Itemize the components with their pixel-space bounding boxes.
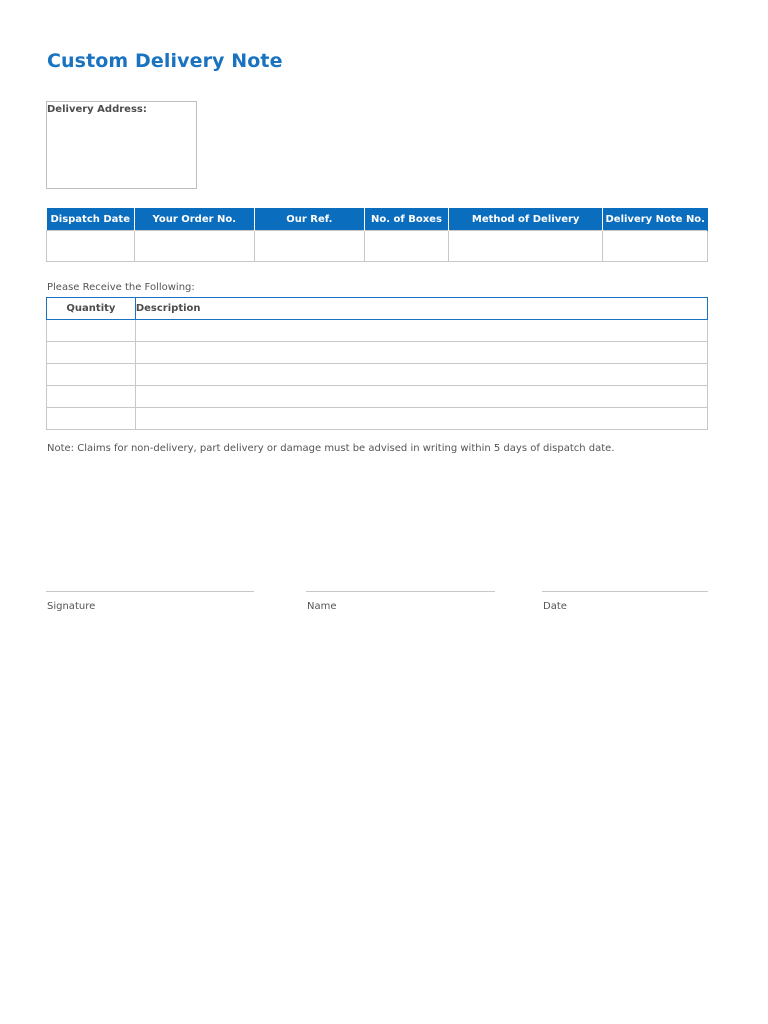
boxes-header: No. of Boxes bbox=[365, 208, 449, 231]
receive-label: Please Receive the Following: bbox=[47, 282, 195, 293]
dispatch-date-header: Dispatch Date bbox=[47, 208, 135, 231]
name-label: Name bbox=[307, 601, 337, 612]
table-row bbox=[47, 364, 708, 386]
quantity-cell[interactable] bbox=[47, 342, 136, 364]
date-line[interactable] bbox=[542, 591, 708, 592]
dispatch-value-row bbox=[47, 231, 708, 262]
delivery-method-cell[interactable] bbox=[448, 231, 603, 262]
quantity-header: Quantity bbox=[47, 298, 136, 320]
description-cell[interactable] bbox=[135, 386, 707, 408]
description-cell[interactable] bbox=[135, 320, 707, 342]
table-row bbox=[47, 342, 708, 364]
order-no-cell[interactable] bbox=[134, 231, 254, 262]
boxes-cell[interactable] bbox=[365, 231, 449, 262]
our-ref-header: Our Ref. bbox=[254, 208, 364, 231]
table-row bbox=[47, 386, 708, 408]
name-line[interactable] bbox=[306, 591, 495, 592]
quantity-cell[interactable] bbox=[47, 408, 136, 430]
order-no-header: Your Order No. bbox=[134, 208, 254, 231]
dispatch-header-row bbox=[47, 208, 708, 231]
quantity-cell[interactable] bbox=[47, 364, 136, 386]
signature-label: Signature bbox=[47, 601, 96, 612]
delivery-note-no-cell[interactable] bbox=[603, 231, 708, 262]
description-cell[interactable] bbox=[135, 342, 707, 364]
date-label: Date bbox=[543, 601, 567, 612]
signature-line[interactable] bbox=[46, 591, 254, 592]
dispatch-date-cell[interactable] bbox=[47, 231, 135, 262]
items-table bbox=[46, 297, 708, 430]
delivery-note-no-header: Delivery Note No. bbox=[603, 208, 708, 231]
items-header-row bbox=[47, 298, 708, 320]
our-ref-cell[interactable] bbox=[254, 231, 364, 262]
page-title: Custom Delivery Note bbox=[47, 50, 283, 72]
description-header: Description bbox=[135, 298, 707, 320]
description-cell[interactable] bbox=[135, 364, 707, 386]
delivery-method-header: Method of Delivery bbox=[448, 208, 603, 231]
delivery-address-label: Delivery Address: bbox=[47, 104, 147, 115]
delivery-address-box[interactable] bbox=[46, 101, 197, 189]
description-cell[interactable] bbox=[135, 408, 707, 430]
quantity-cell[interactable] bbox=[47, 386, 136, 408]
dispatch-table bbox=[46, 208, 708, 262]
table-row bbox=[47, 320, 708, 342]
claims-note: Note: Claims for non-delivery, part delivery or damage must be advised in writing within 5 days of dispatch date. bbox=[47, 443, 615, 454]
table-row bbox=[47, 408, 708, 430]
quantity-cell[interactable] bbox=[47, 320, 136, 342]
